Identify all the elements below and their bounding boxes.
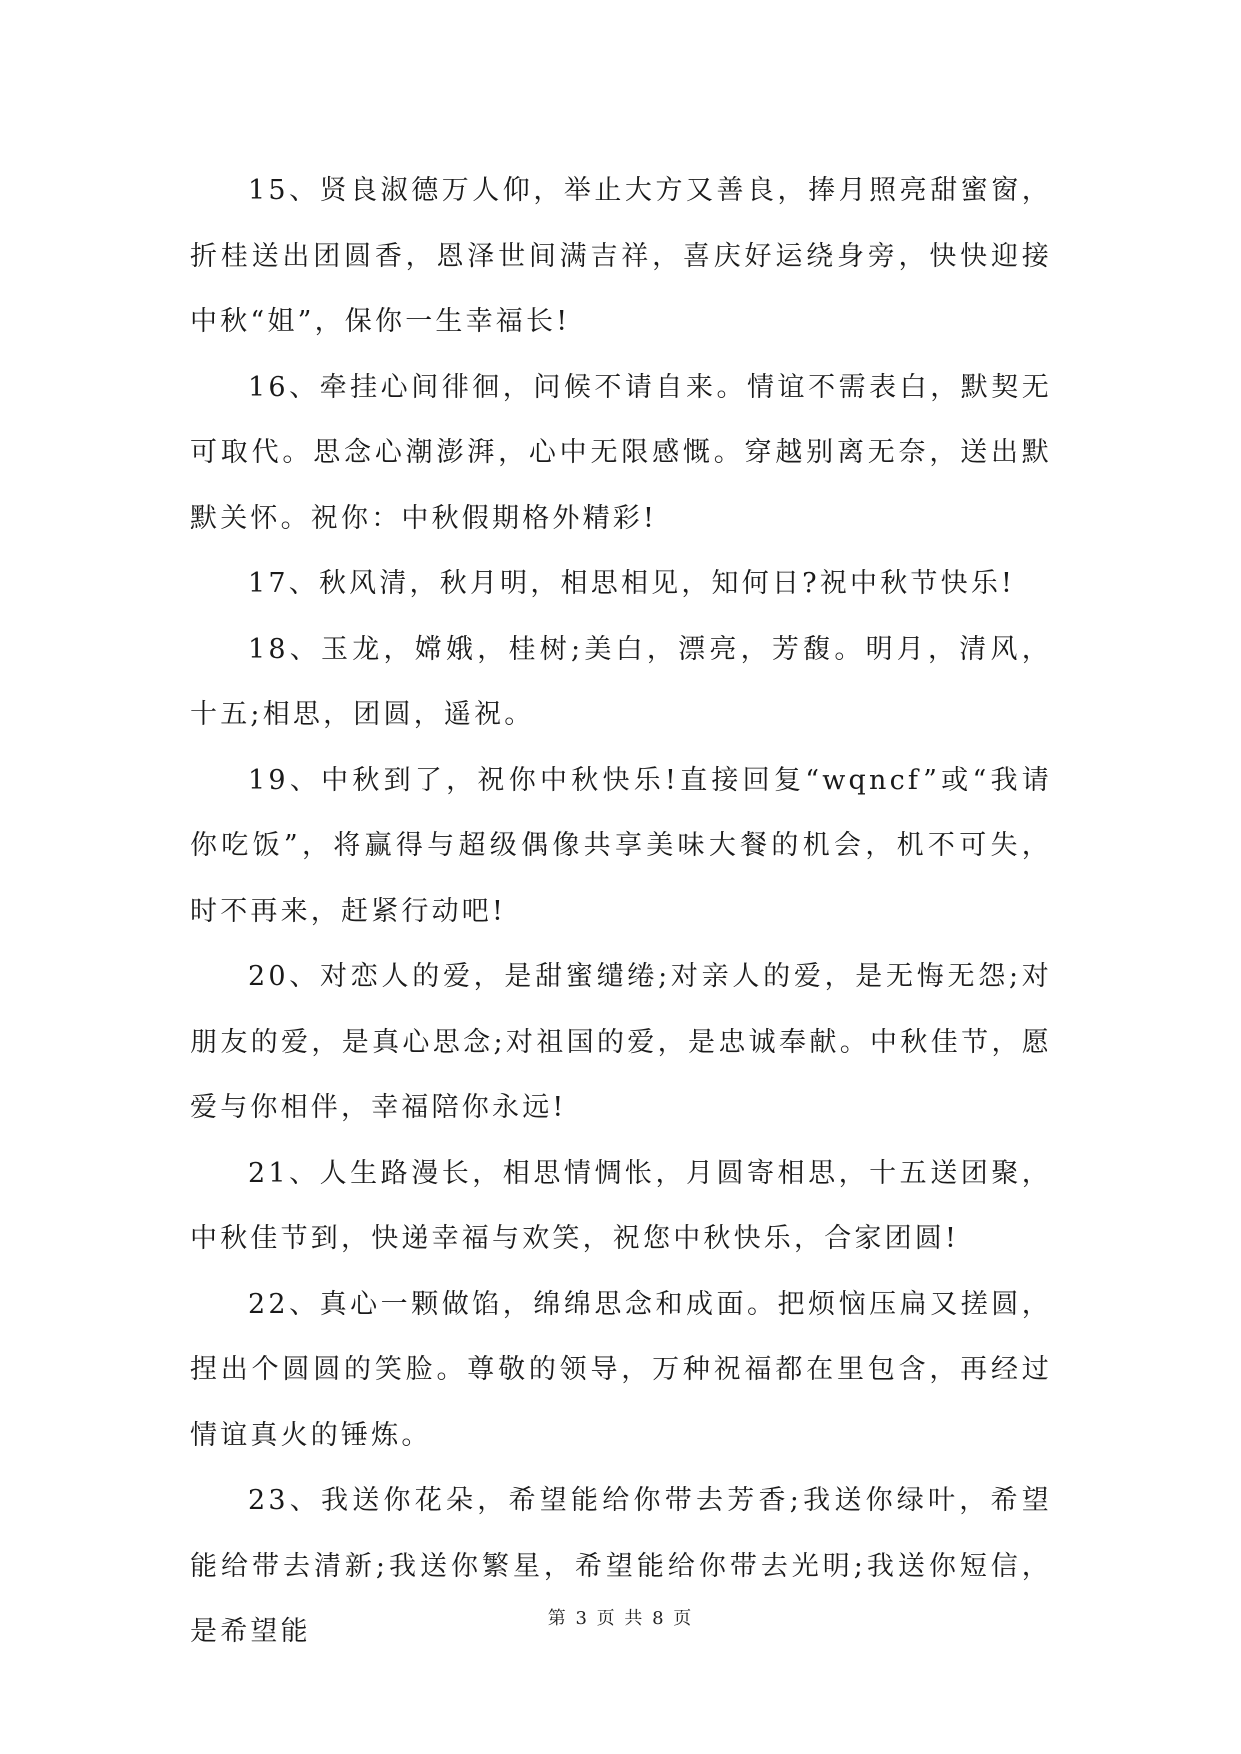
document-body xyxy=(190,158,1052,1665)
paragraph-20: 20、对恋人的爱，是甜蜜缱绻;对亲人的爱，是无悔无怨;对朋友的爱，是真心思念;对祖国的爱，是忠诚奉献。中秋佳节，愿爱与你相伴，幸福陪你永远! xyxy=(190,961,1052,1123)
paragraph-23: 23、我送你花朵，希望能给你带去芳香;我送你绿叶，希望能给带去清新;我送你繁星，希望能给你带去光明;我送你短信，是希望能 xyxy=(190,1485,1052,1647)
paragraph-15: 15、贤良淑德万人仰，举止大方又善良，捧月照亮甜蜜窗，折桂送出团圆香，恩泽世间满吉祥，喜庆好运绕身旁，快快迎接中秋“姐”，保你一生幸福长! xyxy=(190,175,1052,337)
paragraph-17: 17、秋风清，秋月明，相思相见，知何日?祝中秋节快乐! xyxy=(248,568,1016,599)
page-number-footer: 第 3 页 共 8 页 xyxy=(547,1608,694,1629)
paragraph-16: 16、牵挂心间徘徊，问候不请自来。情谊不需表白，默契无可取代。思念心潮澎湃，心中无限感慨。穿越别离无奈，送出默默关怀。祝你：中秋假期格外精彩! xyxy=(190,371,1052,534)
paragraph-22: 22、真心一颗做馅，绵绵思念和成面。把烦恼压扁又搓圆，捏出个圆圆的笑脸。尊敬的领导，万种祝福都在里包含，再经过情谊真火的锤炼。 xyxy=(190,1288,1052,1451)
paragraph-19: 19、中秋到了，祝你中秋快乐!直接回复“wqncf”或“我请你吃饭”，将赢得与超级偶像共享美味大餐的机会，机不可失，时不再来，赶紧行动吧! xyxy=(190,764,1052,927)
paragraph-21: 21、人生路漫长，相思情惆怅，月圆寄相思，十五送团聚，中秋佳节到，快递幸福与欢笑，祝您中秋快乐，合家团圆! xyxy=(190,1157,1052,1254)
paragraph-18: 18、玉龙，嫦娥，桂树;美白，漂亮，芳馥。明月，清风，十五;相思，团圆，遥祝。 xyxy=(190,633,1052,730)
